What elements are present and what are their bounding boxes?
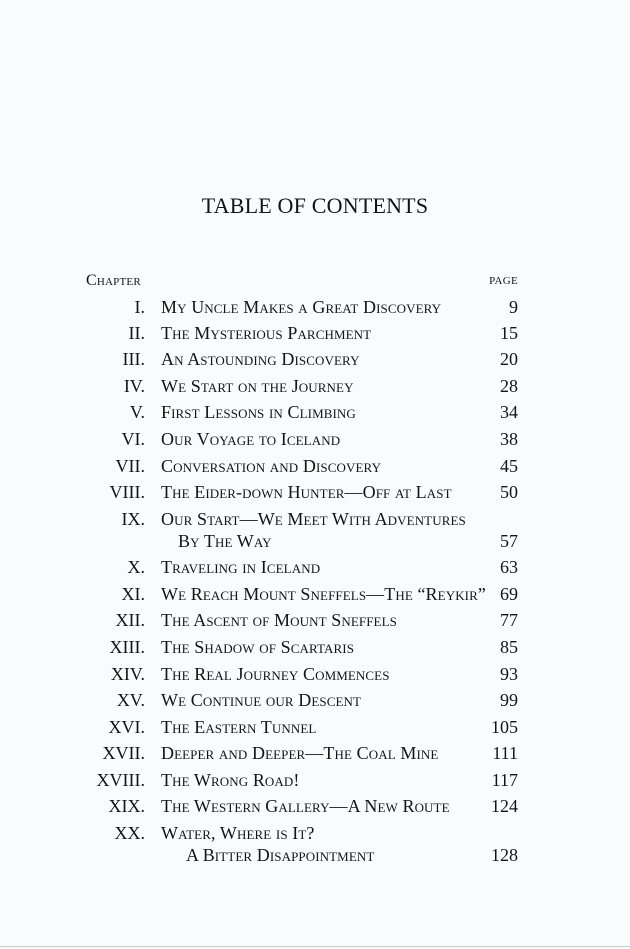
page-number: 69 <box>500 584 518 604</box>
chapter-number: XVI. <box>108 717 145 737</box>
page-number: 9 <box>509 297 518 317</box>
chapter-title: We Start on the Journey <box>161 376 354 396</box>
page-number: 38 <box>500 429 518 449</box>
chapter-title: The Eastern Tunnel <box>161 717 317 737</box>
chapter-number: VIII. <box>109 482 145 502</box>
chapter-title: Water, Where is It? <box>161 823 315 843</box>
chapter-title: We Continue our Descent <box>161 690 362 710</box>
chapter-number: XVIII. <box>96 770 145 790</box>
page-number: 111 <box>492 743 518 763</box>
chapter-title-continued: By The Way <box>178 531 272 551</box>
chapter-number: IX. <box>121 509 145 529</box>
chapter-title: The Eider-down Hunter—Off at Last <box>161 482 452 502</box>
chapter-number: III. <box>122 349 145 369</box>
page-number: 20 <box>500 349 518 369</box>
page-number: 15 <box>500 323 518 343</box>
page-number: 85 <box>500 637 518 657</box>
page-number: 57 <box>500 531 518 551</box>
chapter-number: XX. <box>114 823 145 843</box>
chapter-title: Deeper and Deeper—The Coal Mine <box>161 743 439 763</box>
page-number: 28 <box>500 376 518 396</box>
chapter-number: IV. <box>123 376 145 396</box>
chapter-title: Traveling in Iceland <box>161 557 321 577</box>
page-number: 99 <box>500 690 518 710</box>
page-number: 77 <box>500 610 518 630</box>
page-title: TABLE OF CONTENTS <box>201 193 429 218</box>
page-number: 105 <box>491 717 518 737</box>
chapter-number: XIX. <box>108 796 145 816</box>
chapter-number: II. <box>128 323 145 343</box>
page-number: 128 <box>491 845 518 865</box>
chapter-title: Our Start—We Meet With Adventures <box>161 509 466 529</box>
page-number: 50 <box>500 482 518 502</box>
page-number: 34 <box>500 402 518 422</box>
chapter-title: The Shadow of Scartaris <box>161 637 355 657</box>
chapter-title: Conversation and Discovery <box>161 456 382 476</box>
chapter-title: The Real Journey Commences <box>161 664 390 684</box>
page-column-header: page <box>489 272 518 288</box>
chapter-number: XIV. <box>110 664 145 684</box>
chapter-title: Our Voyage to Iceland <box>161 429 341 449</box>
chapter-title-continued: A Bitter Disappointment <box>186 845 375 865</box>
chapter-number: XV. <box>116 690 145 710</box>
chapter-number: XI. <box>121 584 145 604</box>
chapter-title: The Western Gallery—A New Route <box>161 796 450 816</box>
chapter-title: The Wrong Road! <box>161 770 300 790</box>
page-number: 117 <box>491 770 518 790</box>
chapter-number: XIII. <box>109 637 145 657</box>
page-number: 63 <box>500 557 518 577</box>
page-number: 45 <box>500 456 518 476</box>
page-number: 93 <box>500 664 518 684</box>
chapter-title: The Mysterious Parchment <box>161 323 372 343</box>
chapter-number: X. <box>127 557 145 577</box>
chapter-number: VII. <box>115 456 145 476</box>
page-edge-divider <box>0 946 630 947</box>
chapter-title: An Astounding Discovery <box>161 349 360 369</box>
chapter-number: V. <box>129 402 145 422</box>
page-number: 124 <box>491 796 518 816</box>
chapter-number: VI. <box>121 429 145 449</box>
chapter-title: We Reach Mount Sneffels—The “Reykir” <box>161 584 486 604</box>
chapter-number: I. <box>134 297 145 317</box>
chapter-column-header: Chapter <box>86 272 141 289</box>
chapter-number: XVII. <box>102 743 145 763</box>
chapter-number: XII. <box>115 610 145 630</box>
chapter-title: First Lessons in Climbing <box>161 402 356 422</box>
chapter-title: My Uncle Makes a Great Discovery <box>161 297 442 317</box>
chapter-title: The Ascent of Mount Sneffels <box>161 610 397 630</box>
